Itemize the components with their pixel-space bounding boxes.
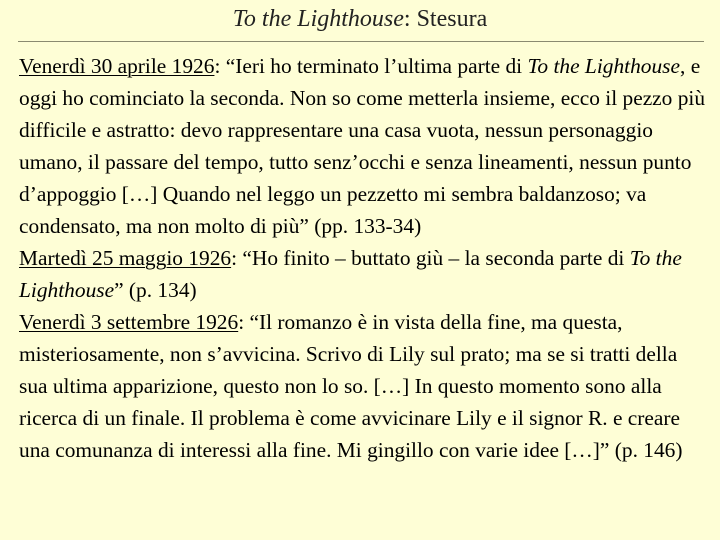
diary-entry [19, 242, 709, 306]
entry-text: : “Il romanzo è in vista della fine, ma questa, misteriosamente, non s’avvicina. Scrivo di Lily sul prato; ma se si tratti della sua ultima apparizione, questo non lo so. […] In questo momento sono alla ricerca di un finale. Il problema è come avvicinare Lily e il signor R. e creare una comunanza di interessi alla fine. Mi gingillo con varie idee […]” (p. 146) [19, 310, 683, 462]
diary-entry [19, 50, 709, 242]
entry-date: Venerdì 3 settembre 1926 [19, 310, 239, 334]
entry-book-title: To the Lighthouse [19, 246, 682, 302]
title-book: To the Lighthouse [232, 6, 404, 32]
entry-intro: : “Ieri ho terminato l’ultima parte di [214, 54, 528, 78]
diary-entries [19, 50, 709, 466]
page-title [0, 4, 720, 34]
entry-intro: : “Ho finito – buttato giù – la seconda parte di [231, 246, 630, 270]
entry-date: Venerdì 30 aprile 1926 [19, 54, 215, 78]
entry-text: ” (p. 134) [114, 278, 197, 302]
entry-book-title: To the Lighthouse [527, 54, 681, 78]
entry-text: , e oggi ho cominciato la seconda. Non so come metterla insieme, ecco il pezzo più difficile e astratto: devo rappresentare una casa vuota, nessun personaggio umano, il passare del tempo, tutto senz’occhi e senza lineamenti, nessun punto d’appoggio […] Quando nel leggo un pezzetto mi sembra baldanzoso; va condensato, ma non molto di più” (pp. 133-34) [19, 54, 706, 238]
diary-entry [19, 306, 709, 466]
title-suffix: : Stesura [403, 6, 488, 32]
entry-date: Martedì 25 maggio 1926 [19, 246, 232, 270]
title-divider [18, 41, 704, 42]
